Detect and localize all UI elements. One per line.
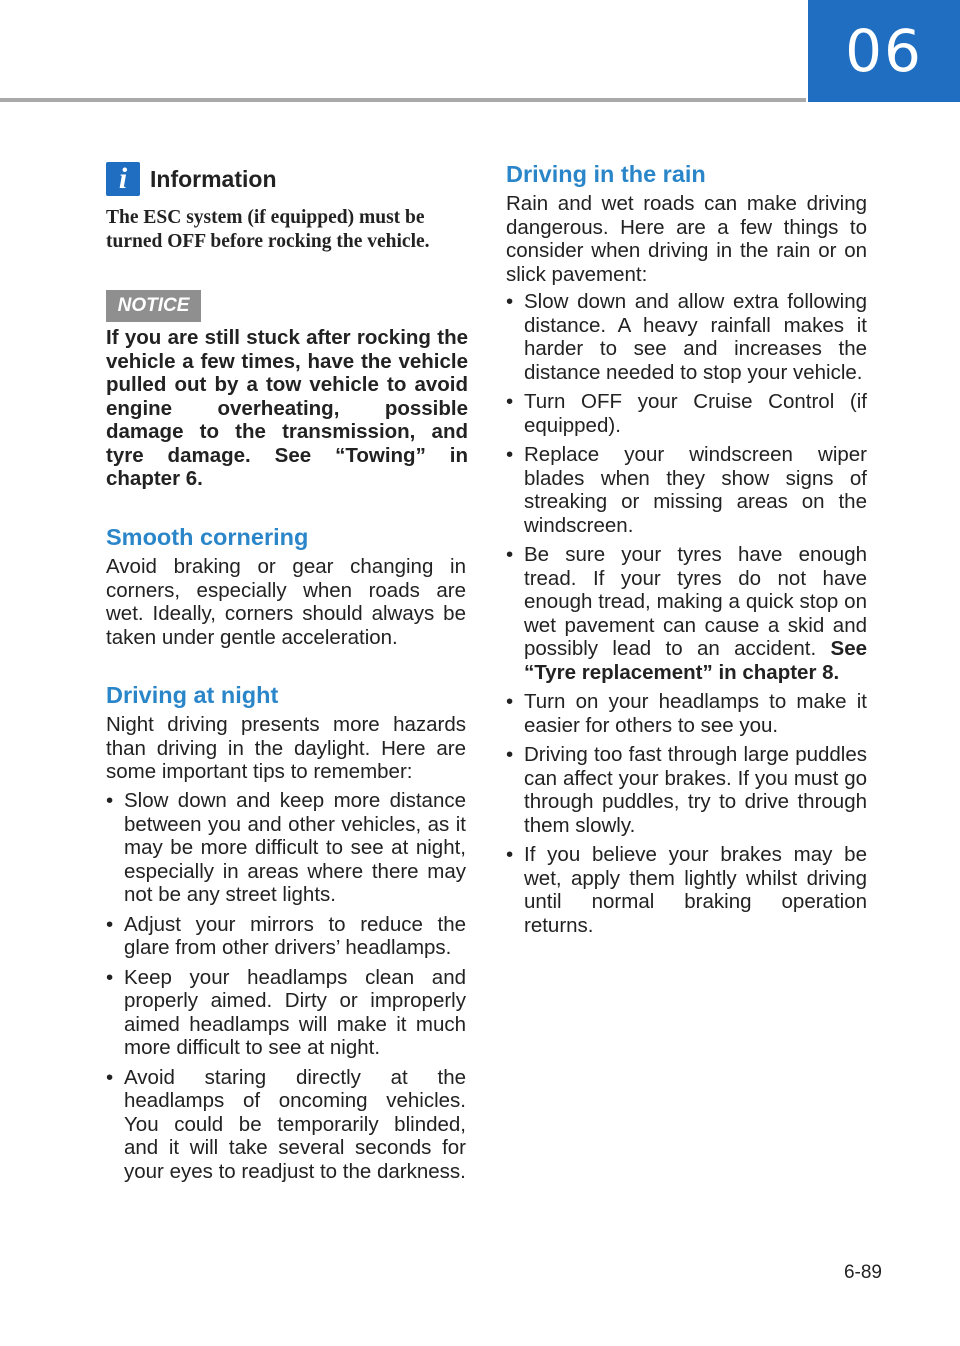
- tyre-tread-text: Be sure your tyres have enough tread. If your tyres do not have enough tread, making a quick stop on wet pavement can cause a skid and possibly lead to an accident.: [524, 543, 867, 660]
- list-item: • Slow down and keep more distance between you and other vehicles, as it may be more difficult to see at night, especially in areas where there may not be any street lights.: [106, 789, 466, 907]
- list-item: • Replace your windscreen wiper blades when they show signs of streaking or missing areas on the windscreen.: [506, 443, 867, 537]
- notice-text: If you are still stuck after rocking the vehicle a few times, have the vehicle pulled out by a tow vehicle to avoid engine overheating, possible damage to the transmission, and tyre damage. See “Towing” in chapter 6.: [106, 326, 468, 490]
- list-item: • Keep your headlamps clean and properly aimed. Dirty or improperly aimed headlamps will make it much more difficult to see at night.: [106, 966, 466, 1060]
- tyre-replacement-reference: See “Tyre replacement” in chapter 8.: [524, 637, 867, 684]
- driving-at-night-intro: Night driving presents more hazards than driving in the daylight. Here are some important tips to remember:: [106, 713, 466, 783]
- header-rule: [0, 98, 806, 102]
- list-item: [506, 543, 867, 684]
- driving-at-night-title: Driving at night: [106, 682, 279, 708]
- information-header: [106, 162, 277, 196]
- list-item: • Avoid staring directly at the headlamps of oncoming vehicles. You could be temporarily blinded, and it will take several seconds for your eyes to readjust to the darkness.: [106, 1066, 466, 1184]
- list-item: • Slow down and allow extra following distance. A heavy rainfall makes it harder to see and increases the distance needed to stop your vehicle.: [506, 290, 867, 384]
- smooth-cornering-title: Smooth cornering: [106, 524, 309, 550]
- list-item: • Turn OFF your Cruise Control (if equipped).: [506, 390, 867, 437]
- notice-badge: NOTICE: [106, 290, 201, 322]
- smooth-cornering-text: Avoid braking or gear changing in corners, especially when roads are wet. Ideally, corners should always be taken under gentle acceleration.: [106, 555, 466, 649]
- driving-at-night-list: [106, 789, 466, 1189]
- page-number: 6-89: [843, 1262, 882, 1283]
- list-item: • Driving too fast through large puddles can affect your brakes. If you must go through puddles, try to drive through them slowly.: [506, 743, 867, 837]
- information-text: The ESC system (if equipped) must be turned OFF before rocking the vehicle.: [106, 207, 430, 252]
- information-title: Information: [150, 165, 277, 192]
- driving-in-rain-title: Driving in the rain: [506, 161, 706, 187]
- chapter-tab: 06: [808, 0, 960, 102]
- info-icon: i: [106, 162, 140, 196]
- list-item: • Turn on your headlamps to make it easier for others to see you.: [506, 690, 867, 737]
- driving-in-rain-list: [506, 290, 867, 943]
- driving-in-rain-intro: Rain and wet roads can make driving dangerous. Here are a few things to consider when driving in the rain or on slick pavement:: [506, 192, 867, 286]
- list-item: • If you believe your brakes may be wet, apply them lightly whilst driving until normal braking operation returns.: [506, 843, 867, 937]
- list-item: • Adjust your mirrors to reduce the glare from other drivers’ headlamps.: [106, 913, 466, 960]
